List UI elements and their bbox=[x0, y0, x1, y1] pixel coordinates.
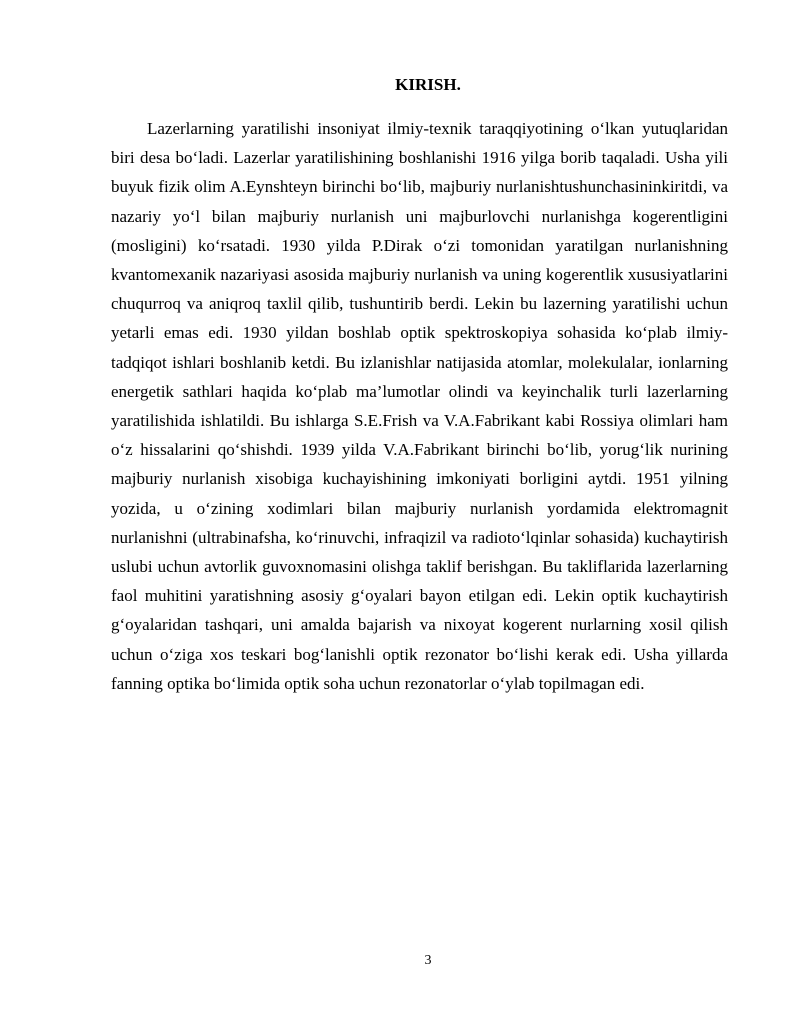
section-title: KIRISH. bbox=[395, 75, 461, 94]
body-paragraph: Lazerlarning yaratilishi insoniyat ilmiy-texnik taraqqiyotining o‘lkan yutuqlaridan biri desa bo‘ladi. Lazerlar yaratilishining boshlanishi 1916 yilga borib taqaladi. Usha yili buyuk fizik olim A.Eynshteyn birinchi bo‘lib, majburiy nurlanishtushunchasininkiritdi, va nazariy yo‘l bilan majburiy nurlanish uni majburlovchi nurlanishga kogerentligini (mosligini) ko‘rsatadi. 1930 yilda P.Dirak o‘zi tomonidan yaratilgan nurlanishning kvantomexanik nazariyasi asosida majburiy nurlanish va uning kogerentlik xususiyatlarini chuqurroq va aniqroq taxlil qilib, tushuntirib berdi. Lekin bu lazerning yaratilishi uchun yetarli emas edi. 1930 yildan boshlab optik spektroskopiya sohasida ko‘plab ilmiy-tadqiqot ishlari boshlanib ketdi. Bu izlanishlar natijasida atomlar, molekulalar, ionlarning energetik sathlari haqida ko‘plab ma’lumotlar olindi va keyinchalik turli lazerlarning yaratilishida ishlatildi. Bu ishlarga S.E.Frish va V.A.Fabrikant kabi Rossiya olimlari ham o‘z hissalarini qo‘shishdi. 1939 yilda V.A.Fabrikant birinchi bo‘lib, yorug‘lik nurining majburiy nurlanish xisobiga kuchayishining imkoniyati borligini aytdi. 1951 yilning yozida, u o‘zining xodimlari bilan majburiy nurlanish yordamida elektromagnit nurlanishni (ultrabinafsha, ko‘rinuvchi, infraqizil va radioto‘lqinlar sohasida) kuchaytirish uslubi uchun avtorlik guvoxnomasini olishga taklif berishgan. Bu takliflarida lazerlarning faol muhitini yaratishning asosiy g‘oyalari bayon etilgan edi. Lekin optik kuchaytirish g‘oyalaridan tashqari, uni amalda bajarish va nixoyat kogerent nurlarning xosil qilish uchun o‘ziga xos teskari bog‘lanishli optik rezonator bo‘lishi kerak edi. Usha yillarda fanning optika bo‘limida optik soha uchun rezonatorlar o‘ylab topilmagan edi. bbox=[111, 119, 728, 693]
page-number: 3 bbox=[424, 953, 432, 968]
